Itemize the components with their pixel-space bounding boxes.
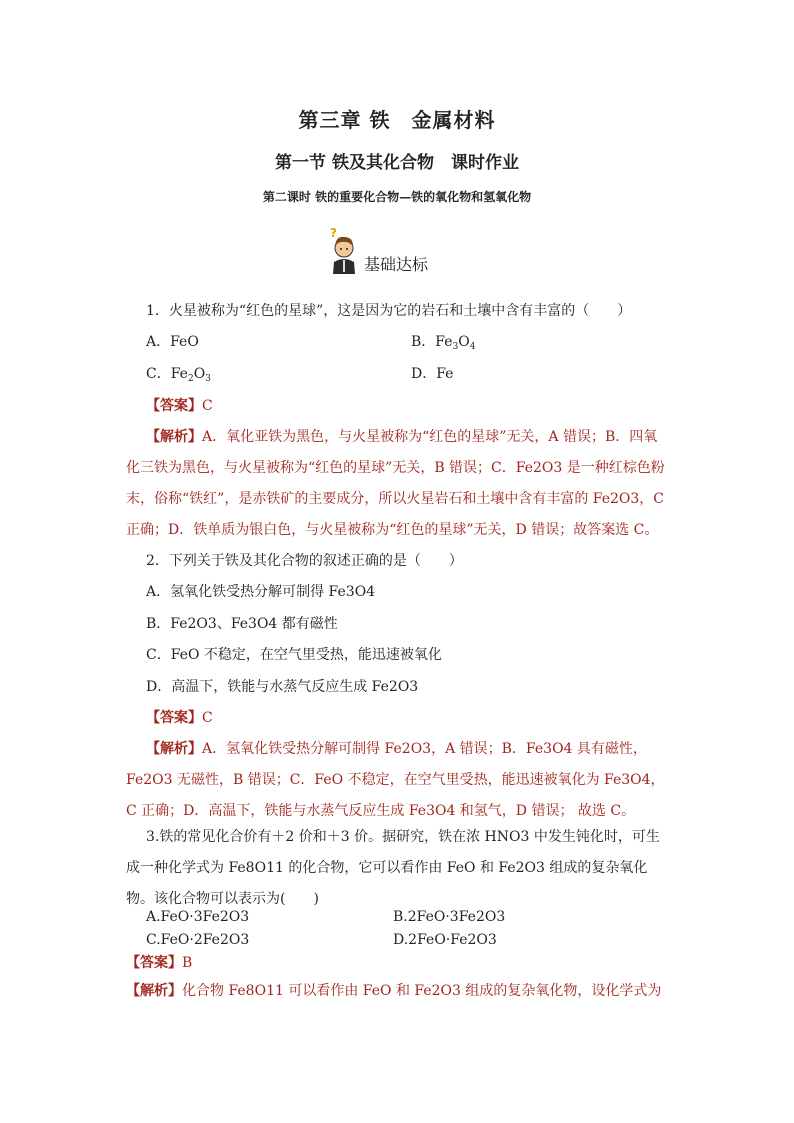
q2-option-c: C．FeO 不稳定，在空气里受热，能迅速被氧化 [146, 647, 442, 663]
q3-option-c: C.FeO·2Fe2O3 [146, 932, 250, 948]
q1-option-b: B．$Fe_3O_4$ [411, 334, 476, 352]
question-1-stem: 1．火星被称为“红色的星球”，这是因为它的岩石和土壤中含有丰富的（ ） [146, 303, 632, 319]
section-label: 基础达标 [364, 255, 429, 274]
question-3-stem: 3.铁的常见化合价有＋2 价和＋3 价。据研究，铁在浓 HNO3 中发生钝化时，可生成一种化学式为 Fe8O11 的化合物，它可以看作由 FeO 和 Fe2O3 组成的复杂氧化物。该化合物可以表示为( ) [126, 829, 660, 907]
section-title: 第一节 铁及其化合物 课时作业 [275, 153, 519, 173]
q2-answer: 【答案】C [146, 710, 213, 726]
q3-option-b: B.2FeO·3Fe2O3 [393, 909, 506, 925]
q3-option-d: D.2FeO·Fe2O3 [393, 932, 497, 948]
q1-option-c: C．$Fe_2O_3$ [146, 366, 211, 384]
q2-option-a: A．氢氧化铁受热分解可制得 Fe3O4 [146, 584, 376, 600]
student-thinking-icon [326, 226, 366, 276]
q1-option-d: D．Fe [411, 366, 454, 382]
q2-option-b: B．Fe2O3、Fe3O4 都有磁性 [146, 616, 338, 632]
q1-answer: 【答案】C [146, 398, 213, 414]
q2-option-d: D．高温下，铁能与水蒸气反应生成 Fe2O3 [146, 679, 419, 695]
svg-text:?: ? [330, 226, 337, 240]
question-2-stem: 2．下列关于铁及其化合物的叙述正确的是（ ） [146, 553, 463, 569]
q1-option-a: A．FeO [146, 334, 199, 350]
q3-analysis: 【解析】化合物 Fe8O11 可以看作由 FeO 和 Fe2O3 组成的复杂氧化物，设化学式为 [126, 983, 662, 999]
chapter-title: 第三章 铁 金属材料 [298, 108, 496, 132]
q3-option-a: A.FeO·3Fe2O3 [146, 909, 250, 925]
q1-analysis: 【解析】A．氧化亚铁为黑色，与火星被称为“红色的星球”无关，A 错误；B．四氧化三铁为黑色，与火星被称为“红色的星球”无关，B 错误；C．Fe2O3 是一种红棕色粉末，俗称“铁红”，是赤铁矿的主要成分，所以火星岩石和土壤中含有丰富的 Fe2O3，C 正确；D．铁单质为银白色，与火星被称为“红色的星球”无关，D 错误；故答案选 C。 [126, 429, 665, 538]
lesson-title: 第二课时 铁的重要化合物—铁的氧化物和氢氧化物 [262, 190, 532, 204]
q3-answer: 【答案】B [126, 955, 193, 971]
q2-analysis: 【解析】A．氢氧化铁受热分解可制得 Fe2O3，A 错误；B．Fe3O4 具有磁性，Fe2O3 无磁性，B 错误；C．FeO 不稳定，在空气里受热，能迅速被氧化为 Fe3O4，C 正确；D．高温下，铁能与水蒸气反应生成 Fe3O4 和氢气，D 错误； 故选 C。 [126, 741, 665, 819]
